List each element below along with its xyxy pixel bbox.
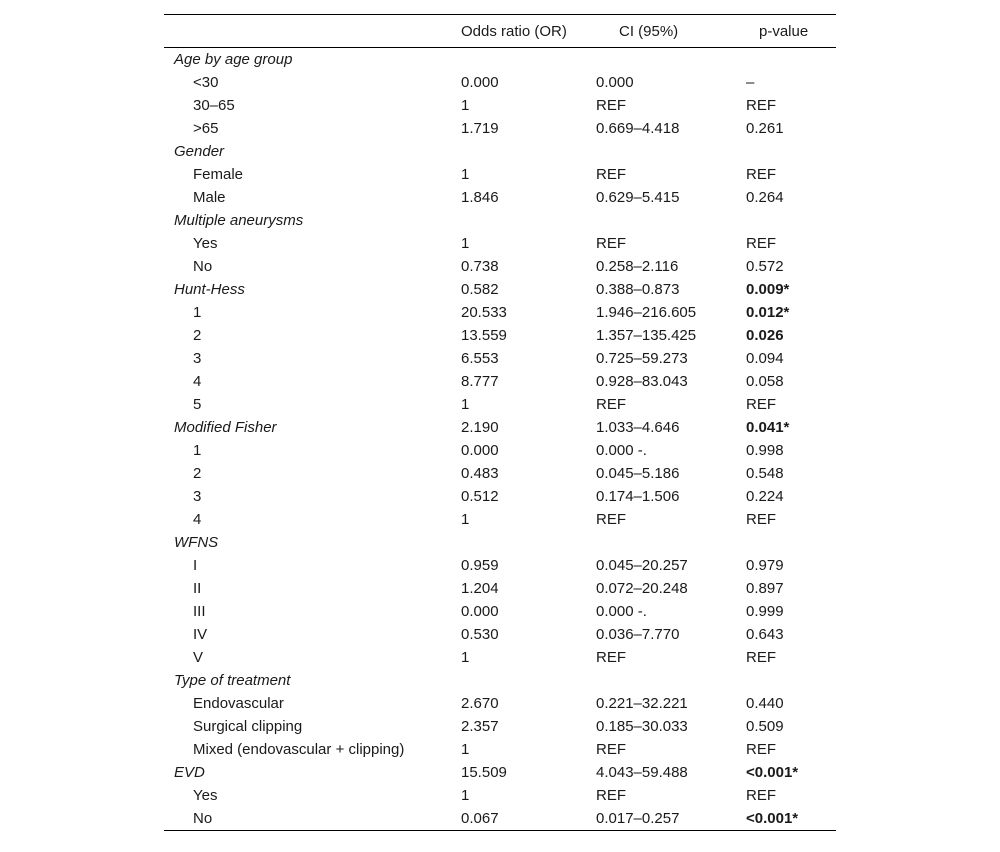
odds-ratio-cell: 1.846 [461,189,499,206]
p-value-text: REF [746,649,776,666]
table-row [164,71,836,94]
row-label: <30 [193,74,219,91]
row-label: 2 [193,465,202,482]
row-label: Surgical clipping [193,718,303,735]
p-value-cell [738,94,836,117]
odds-ratio-cell: 1 [461,741,470,758]
row-label: EVD [174,764,205,781]
p-value-text: 0.643 [746,626,784,643]
row-label: 5 [193,396,202,413]
table-row [164,462,836,485]
row-label: No [193,810,213,827]
ci-cell: 0.036–7.770 [596,626,680,643]
p-value-cell [738,439,836,462]
ci-cell: 0.669–4.418 [596,120,680,137]
odds-ratio-cell: 2.670 [461,695,499,712]
odds-ratio-cell: 13.559 [461,327,507,344]
table-group-row [164,761,836,784]
p-value-cell [738,669,836,692]
ci-cell: 0.174–1.506 [596,488,680,505]
row-label: Male [193,189,226,206]
odds-ratio-cell: 1 [461,787,470,804]
table-row [164,163,836,186]
p-value-cell [738,140,836,163]
odds-ratio-cell: 1 [461,396,470,413]
row-label: 30–65 [193,97,235,114]
table-row [164,784,836,807]
ci-cell: 0.000 -. [596,603,647,620]
odds-ratio-table [164,14,836,831]
ci-cell: 1.357–135.425 [596,327,697,344]
p-value-text: – [746,74,755,91]
p-value-text: REF [746,741,776,758]
p-value-cell [738,393,836,416]
ci-cell: REF [596,166,626,183]
ci-cell: 4.043–59.488 [596,764,688,781]
p-value-cell [738,577,836,600]
p-value-cell [738,186,836,209]
row-label: 4 [193,373,202,390]
p-value-cell [738,370,836,393]
table-row [164,715,836,738]
p-value-cell [738,807,836,831]
table-group-row [164,531,836,554]
table-row [164,600,836,623]
odds-ratio-cell: 0.959 [461,557,499,574]
odds-ratio-cell: 0.530 [461,626,499,643]
table-row [164,94,836,117]
significance-marker: * [783,304,790,321]
odds-ratio-cell: 1 [461,166,470,183]
p-value-cell [738,485,836,508]
odds-ratio-cell: 2.357 [461,718,499,735]
p-value-cell [738,623,836,646]
p-value-text: 0.009 [746,281,784,298]
ci-cell: 0.045–20.257 [596,557,688,574]
p-value-cell [738,462,836,485]
odds-ratio-cell: 0.738 [461,258,499,275]
table-row [164,807,836,831]
p-value-cell [738,278,836,301]
row-label: Gender [174,143,225,160]
row-label: Modified Fisher [174,419,277,436]
ci-cell: 0.725–59.273 [596,350,688,367]
ci-cell: 0.185–30.033 [596,718,688,735]
table-group-row [164,278,836,301]
p-value-text: 0.261 [746,120,784,137]
odds-ratio-cell: 0.067 [461,810,499,827]
p-value-cell [738,209,836,232]
table-group-row [164,416,836,439]
p-value-text: REF [746,235,776,252]
ci-cell: 0.928–83.043 [596,373,688,390]
table-group-row [164,140,836,163]
row-label: No [193,258,213,275]
table-row [164,347,836,370]
ci-cell: 0.629–5.415 [596,189,680,206]
table-row [164,232,836,255]
row-label: 1 [193,304,202,321]
significance-marker: * [783,281,790,298]
odds-ratio-cell [452,669,587,692]
ci-cell [587,209,738,232]
p-value-cell [738,416,836,439]
table-row [164,324,836,347]
p-value-cell [738,646,836,669]
row-label: >65 [193,120,219,137]
odds-ratio-cell: 1.204 [461,580,499,597]
p-value-cell [738,738,836,761]
odds-ratio-cell: 0.582 [461,281,499,298]
table-row [164,738,836,761]
p-value-text: 0.509 [746,718,784,735]
ci-cell: REF [596,649,626,666]
ci-cell: 1.033–4.646 [596,419,680,436]
row-label: IV [193,626,208,643]
p-value-text: REF [746,787,776,804]
significance-marker: * [792,810,799,827]
p-value-cell [738,508,836,531]
row-label: Yes [193,787,218,804]
p-value-cell [738,117,836,140]
header-ci: CI (95%) [619,22,679,40]
row-label: Hunt-Hess [174,281,245,298]
table-row [164,393,836,416]
odds-ratio-cell: 0.000 [461,74,499,91]
significance-marker: * [783,419,790,436]
row-label: II [193,580,202,597]
p-value-cell [738,232,836,255]
odds-ratio-cell [452,209,587,232]
row-label: WFNS [174,534,219,551]
odds-ratio-cell: 8.777 [461,373,499,390]
ci-cell [587,48,738,72]
table-group-row [164,209,836,232]
table-row [164,577,836,600]
p-value-text: 0.264 [746,189,784,206]
ci-cell: 0.000 -. [596,442,647,459]
ci-cell [587,531,738,554]
table-row [164,692,836,715]
odds-ratio-cell: 15.509 [461,764,507,781]
row-label: 2 [193,327,202,344]
ci-cell: 0.072–20.248 [596,580,688,597]
odds-ratio-cell [452,140,587,163]
p-value-text: REF [746,166,776,183]
p-value-cell [738,554,836,577]
odds-ratio-cell: 1 [461,649,470,666]
p-value-cell [738,761,836,784]
results-table-container [164,14,836,831]
row-label: Type of treatment [174,672,291,689]
table-row [164,186,836,209]
table-body [164,48,836,831]
table-row [164,646,836,669]
odds-ratio-cell: 1.719 [461,120,499,137]
p-value-cell [738,71,836,94]
table-row [164,554,836,577]
table-row [164,485,836,508]
odds-ratio-cell [452,531,587,554]
row-label: V [193,649,204,666]
ci-cell: REF [596,396,626,413]
row-label: 4 [193,511,202,528]
p-value-text: 0.058 [746,373,784,390]
p-value-text: 0.979 [746,557,784,574]
p-value-text: REF [746,97,776,114]
header-row [164,15,836,48]
table-header [164,15,836,48]
ci-cell: 0.000 [596,74,634,91]
p-value-text: 0.999 [746,603,784,620]
row-label: Multiple aneurysms [174,212,304,229]
p-value-cell [738,600,836,623]
ci-cell: 0.388–0.873 [596,281,680,298]
odds-ratio-cell: 2.190 [461,419,499,436]
ci-cell [587,140,738,163]
p-value-cell [738,531,836,554]
table-row [164,117,836,140]
row-label: Age by age group [174,51,293,68]
p-value-cell [738,163,836,186]
p-value-text: <0.001 [746,764,793,781]
p-value-text: 0.440 [746,695,784,712]
p-value-cell [738,692,836,715]
row-label: I [193,557,198,574]
row-label: 3 [193,488,202,505]
p-value-cell [738,347,836,370]
p-value-text: 0.041 [746,419,784,436]
ci-cell: REF [596,97,626,114]
p-value-text: 0.572 [746,258,784,275]
ci-cell: 0.221–32.221 [596,695,688,712]
odds-ratio-cell: 6.553 [461,350,499,367]
row-label: 3 [193,350,202,367]
p-value-text: 0.998 [746,442,784,459]
table-group-row [164,48,836,72]
p-value-text: REF [746,396,776,413]
ci-cell: 0.045–5.186 [596,465,680,482]
odds-ratio-cell: 0.483 [461,465,499,482]
p-value-cell [738,715,836,738]
p-value-cell [738,324,836,347]
ci-cell: 0.017–0.257 [596,810,680,827]
ci-cell: REF [596,511,626,528]
significance-marker: * [792,764,799,781]
header-odds-ratio: Odds ratio (OR) [461,22,567,40]
row-label: III [193,603,206,620]
odds-ratio-cell: 1 [461,511,470,528]
odds-ratio-cell: 0.000 [461,603,499,620]
p-value-text: 0.897 [746,580,784,597]
header-p-value: p-value [759,22,809,40]
p-value-cell [738,255,836,278]
table-row [164,301,836,324]
ci-cell: REF [596,235,626,252]
p-value-text: 0.094 [746,350,784,367]
table-row [164,508,836,531]
p-value-text: <0.001 [746,810,793,827]
table-row [164,370,836,393]
odds-ratio-cell: 0.512 [461,488,499,505]
row-label: 1 [193,442,202,459]
ci-cell [587,669,738,692]
odds-ratio-cell: 0.000 [461,442,499,459]
p-value-text: 0.012 [746,304,784,321]
ci-cell: 1.946–216.605 [596,304,697,321]
ci-cell: REF [596,787,626,804]
row-label: Endovascular [193,695,284,712]
odds-ratio-cell: 1 [461,97,470,114]
header-variable [164,15,452,48]
table-row [164,439,836,462]
odds-ratio-cell: 1 [461,235,470,252]
table-row [164,255,836,278]
p-value-cell [738,784,836,807]
ci-cell: REF [596,741,626,758]
row-label: Yes [193,235,218,252]
table-row [164,623,836,646]
p-value-text: 0.224 [746,488,784,505]
p-value-cell [738,48,836,72]
p-value-text: 0.548 [746,465,784,482]
odds-ratio-cell [452,48,587,72]
p-value-cell [738,301,836,324]
ci-cell: 0.258–2.116 [596,258,679,275]
table-group-row [164,669,836,692]
p-value-text: REF [746,511,776,528]
row-label: Mixed (endovascular + clipping) [193,741,405,758]
odds-ratio-cell: 20.533 [461,304,507,321]
row-label: Female [193,166,244,183]
p-value-text: 0.026 [746,327,784,344]
